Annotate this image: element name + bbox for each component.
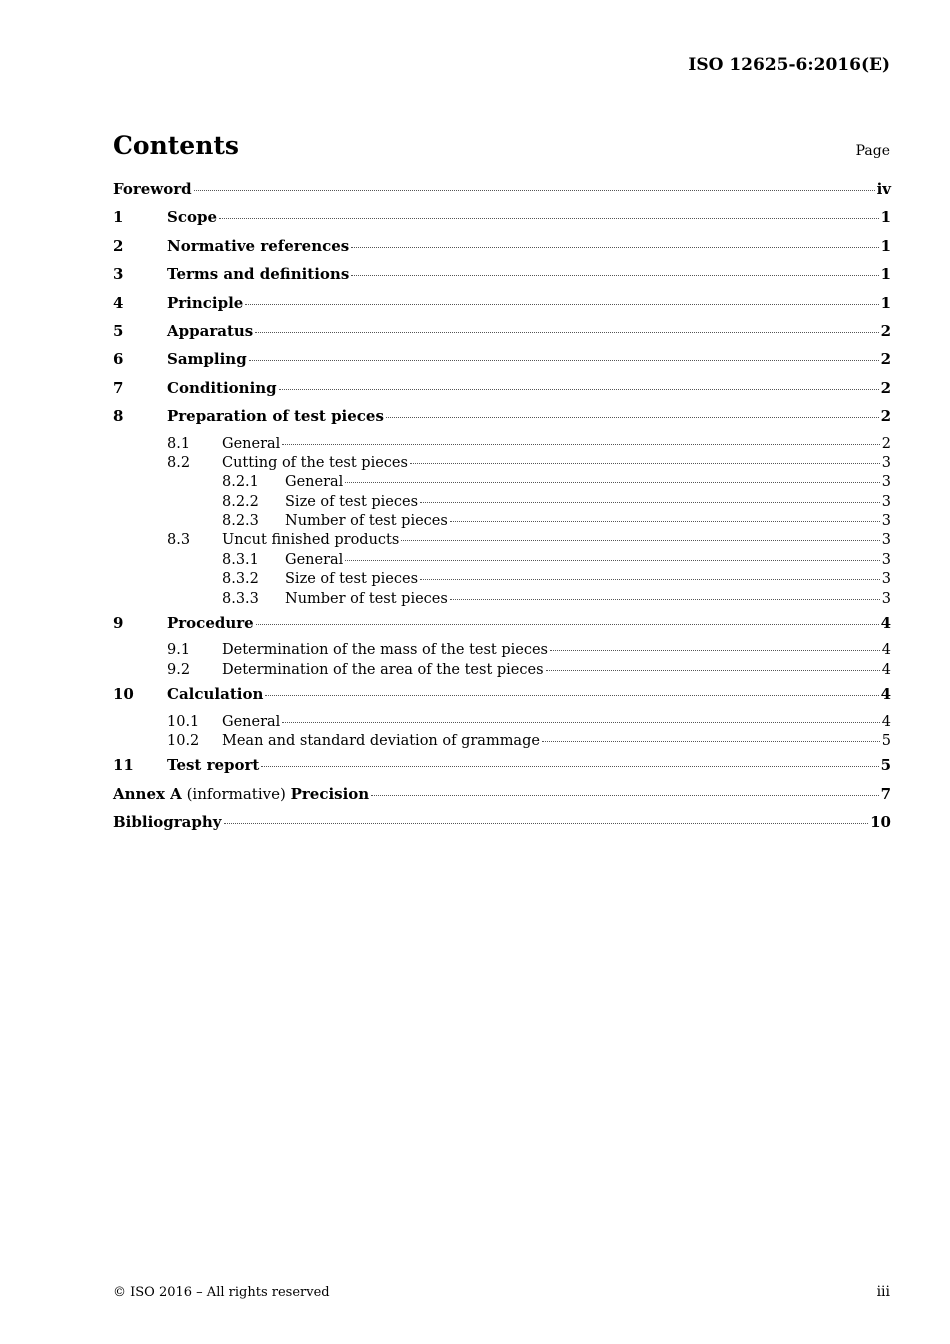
toc-entry-title: Sampling bbox=[167, 350, 247, 369]
toc-entry-number: 8 bbox=[113, 407, 124, 426]
toc-entry[interactable] bbox=[113, 685, 891, 713]
toc-entry-page: 2 bbox=[880, 321, 891, 340]
toc-entry-title bbox=[113, 785, 369, 803]
toc-entry-page: iv bbox=[876, 180, 891, 198]
dot-leader bbox=[410, 463, 880, 464]
toc-entry-number: 5 bbox=[113, 321, 124, 340]
toc-entry-title-part: Annex A bbox=[113, 784, 182, 803]
toc-entry[interactable] bbox=[113, 436, 891, 455]
dot-leader bbox=[282, 444, 879, 445]
toc-entry-page: 2 bbox=[880, 407, 891, 426]
toc-entry-number: 3 bbox=[113, 265, 124, 284]
toc-entry[interactable] bbox=[113, 733, 891, 752]
toc-entry-title-wrap bbox=[222, 662, 891, 678]
toc-entry-number: 8.3.2 bbox=[222, 571, 259, 588]
toc-entry-page: 4 bbox=[880, 685, 891, 704]
toc-entry-number: 11 bbox=[113, 756, 134, 775]
toc-entry-page: 2 bbox=[880, 350, 891, 369]
toc-entry-page: 1 bbox=[880, 265, 891, 284]
dot-leader bbox=[401, 540, 879, 541]
toc-entry[interactable] bbox=[113, 180, 891, 208]
toc-entry-title-wrap bbox=[113, 813, 891, 831]
contents-heading: Contents bbox=[113, 131, 240, 160]
toc-entry-page: 3 bbox=[881, 454, 891, 471]
toc-entry[interactable] bbox=[113, 379, 891, 407]
dot-leader bbox=[224, 823, 869, 824]
toc-entry[interactable] bbox=[113, 591, 891, 610]
toc-entry-number: 9 bbox=[113, 614, 124, 633]
toc-entry-title-wrap bbox=[167, 756, 891, 774]
toc-entry-title: General bbox=[285, 474, 344, 491]
toc-entry-title-wrap bbox=[222, 733, 891, 749]
toc-entry[interactable] bbox=[113, 407, 891, 435]
toc-entry-page: 2 bbox=[880, 378, 891, 397]
toc-entry-title-wrap bbox=[222, 455, 891, 471]
toc-entry[interactable] bbox=[113, 552, 891, 571]
toc-entry-number: 8.2 bbox=[167, 454, 191, 471]
toc-entry-title-wrap bbox=[285, 494, 891, 510]
toc-entry-title-wrap bbox=[167, 379, 891, 397]
toc-entry-page: 3 bbox=[881, 590, 891, 607]
toc-entry-title-wrap bbox=[113, 180, 891, 198]
toc-entry-title: Cutting of the test pieces bbox=[222, 454, 408, 471]
dot-leader bbox=[542, 741, 880, 742]
toc-entry-page: 3 bbox=[881, 493, 891, 510]
toc-entry[interactable] bbox=[113, 265, 891, 293]
toc-entry-title-wrap bbox=[167, 294, 891, 312]
toc-entry-title: Preparation of test pieces bbox=[167, 407, 384, 426]
toc-entry-title: General bbox=[222, 713, 281, 730]
toc-entry-title: Test report bbox=[167, 756, 260, 775]
dot-leader bbox=[345, 560, 879, 561]
dot-leader bbox=[420, 502, 880, 503]
toc-entry-title-wrap bbox=[113, 785, 891, 803]
toc-entry-number: 10 bbox=[113, 685, 134, 704]
toc-entry-title-wrap bbox=[167, 237, 891, 255]
toc-entry[interactable] bbox=[113, 474, 891, 493]
dot-leader bbox=[255, 332, 878, 333]
toc-entry-page: 3 bbox=[881, 551, 891, 568]
toc-entry-title: Mean and standard deviation of grammage bbox=[222, 732, 540, 749]
toc-entry-title-wrap bbox=[285, 571, 891, 587]
toc-entry-page: 4 bbox=[881, 713, 891, 730]
dot-leader bbox=[261, 766, 878, 767]
toc-entry-page: 5 bbox=[880, 756, 891, 775]
dot-leader bbox=[279, 389, 879, 390]
dot-leader bbox=[371, 795, 878, 796]
toc-entry-page: 7 bbox=[880, 784, 891, 803]
toc-entry-page: 3 bbox=[881, 532, 891, 549]
toc-entry-title: Conditioning bbox=[167, 378, 277, 397]
toc-entry-title-part: (informative) bbox=[181, 784, 291, 803]
toc-entry-page: 2 bbox=[881, 435, 891, 452]
toc-entry[interactable] bbox=[113, 756, 891, 784]
toc-entry-title: Determination of the mass of the test pieces bbox=[222, 642, 548, 659]
toc-entry-title-part: Precision bbox=[290, 784, 370, 803]
dot-leader bbox=[351, 275, 878, 276]
toc-entry-page: 10 bbox=[870, 813, 891, 832]
toc-entry-title: Size of test pieces bbox=[285, 571, 419, 588]
dot-leader bbox=[256, 624, 879, 625]
toc-entry-number: 7 bbox=[113, 378, 124, 397]
page-column-label: Page bbox=[855, 143, 890, 159]
toc-entry-title-wrap bbox=[285, 591, 891, 607]
toc-entry-number: 10.1 bbox=[167, 713, 200, 730]
toc-entry-page: 1 bbox=[880, 208, 891, 227]
dot-leader bbox=[450, 521, 880, 522]
toc-entry[interactable] bbox=[113, 237, 891, 265]
toc-entry[interactable] bbox=[113, 532, 891, 551]
toc-entry-page: 1 bbox=[880, 236, 891, 255]
toc-entry-number: 1 bbox=[113, 208, 124, 227]
toc-entry-number: 8.2.1 bbox=[222, 474, 259, 491]
toc-entry-page: 4 bbox=[881, 642, 891, 659]
dot-leader bbox=[245, 304, 878, 305]
toc-entry[interactable] bbox=[113, 571, 891, 590]
dot-leader bbox=[265, 695, 878, 696]
toc-entry-page: 3 bbox=[881, 474, 891, 491]
dot-leader bbox=[351, 247, 878, 248]
document-identifier: ISO 12625-6:2016(E) bbox=[688, 55, 890, 75]
toc-entry-title: Principle bbox=[167, 293, 244, 312]
toc-entry-title-wrap bbox=[285, 552, 891, 568]
toc-entry[interactable] bbox=[113, 513, 891, 532]
toc-entry-title: General bbox=[222, 435, 281, 452]
toc-entry[interactable] bbox=[113, 350, 891, 378]
toc-entry-title: Normative references bbox=[167, 236, 350, 255]
page-number: iii bbox=[876, 1284, 890, 1300]
toc-entry-title: Scope bbox=[167, 208, 218, 227]
toc-entry[interactable] bbox=[113, 208, 891, 236]
toc-entry-title: Procedure bbox=[167, 614, 254, 633]
toc-entry-title: Terms and definitions bbox=[167, 265, 350, 284]
toc-entry[interactable] bbox=[113, 813, 891, 841]
toc-entry-number: 10.2 bbox=[167, 732, 200, 749]
toc-entry-title-wrap bbox=[167, 685, 891, 703]
toc-entry-title: Apparatus bbox=[167, 321, 254, 340]
dot-leader bbox=[194, 190, 875, 191]
toc-entry-title-wrap bbox=[222, 532, 891, 548]
dot-leader bbox=[386, 417, 879, 418]
dot-leader bbox=[219, 218, 879, 219]
toc-entry-page: 1 bbox=[880, 293, 891, 312]
toc-entry-title-wrap bbox=[222, 714, 891, 730]
dot-leader bbox=[450, 599, 880, 600]
toc-entry-title-wrap bbox=[167, 322, 891, 340]
toc-entry[interactable] bbox=[113, 322, 891, 350]
toc-entry-page: 3 bbox=[881, 571, 891, 588]
toc-entry[interactable] bbox=[113, 494, 891, 513]
table-of-contents bbox=[113, 180, 891, 842]
toc-entry-page: 5 bbox=[881, 732, 891, 749]
toc-entry-title: Size of test pieces bbox=[285, 493, 419, 510]
dot-leader bbox=[550, 650, 880, 651]
toc-entry-number: 2 bbox=[113, 236, 124, 255]
toc-entry-title-wrap bbox=[222, 642, 891, 658]
copyright-notice: © ISO 2016 – All rights reserved bbox=[113, 1285, 330, 1300]
toc-entry-number: 9.1 bbox=[167, 642, 191, 659]
toc-entry-number: 8.3.3 bbox=[222, 590, 259, 607]
toc-entry-number: 8.3 bbox=[167, 532, 191, 549]
toc-entry-title-wrap bbox=[222, 436, 891, 452]
toc-entry-title-wrap bbox=[167, 208, 891, 226]
toc-entry-number: 8.2.2 bbox=[222, 493, 259, 510]
dot-leader bbox=[249, 360, 879, 361]
dot-leader bbox=[282, 722, 879, 723]
toc-entry-number: 6 bbox=[113, 350, 124, 369]
toc-entry-title-wrap bbox=[167, 614, 891, 632]
toc-entry-title: Bibliography bbox=[113, 813, 222, 832]
toc-entry-page: 4 bbox=[880, 614, 891, 633]
toc-entry-title-wrap bbox=[167, 265, 891, 283]
toc-entry[interactable] bbox=[113, 455, 891, 474]
dot-leader bbox=[420, 579, 880, 580]
toc-entry[interactable] bbox=[113, 614, 891, 642]
toc-entry-title: Determination of the area of the test pieces bbox=[222, 661, 544, 678]
toc-entry-page: 3 bbox=[881, 513, 891, 530]
toc-entry-title-wrap bbox=[167, 407, 891, 425]
toc-entry-number: 8.1 bbox=[167, 435, 191, 452]
toc-entry-title: Number of test pieces bbox=[285, 513, 448, 530]
toc-entry-title: Number of test pieces bbox=[285, 590, 448, 607]
dot-leader bbox=[345, 482, 879, 483]
toc-entry[interactable] bbox=[113, 642, 891, 661]
toc-entry-number: 8.3.1 bbox=[222, 551, 259, 568]
dot-leader bbox=[546, 670, 880, 671]
toc-entry-title: Foreword bbox=[113, 180, 192, 198]
toc-entry-title-wrap bbox=[285, 513, 891, 529]
toc-entry-number: 8.2.3 bbox=[222, 513, 259, 530]
toc-entry[interactable] bbox=[113, 294, 891, 322]
toc-entry-title-wrap bbox=[285, 474, 891, 490]
toc-entry-title: Uncut finished products bbox=[222, 532, 400, 549]
toc-entry-title-wrap bbox=[167, 350, 891, 368]
toc-entry-title: Calculation bbox=[167, 685, 264, 704]
toc-entry-number: 9.2 bbox=[167, 661, 191, 678]
toc-entry[interactable] bbox=[113, 785, 891, 813]
toc-entry-number: 4 bbox=[113, 293, 124, 312]
toc-entry[interactable] bbox=[113, 714, 891, 733]
toc-entry[interactable] bbox=[113, 662, 891, 681]
toc-entry-title: General bbox=[285, 551, 344, 568]
toc-entry-page: 4 bbox=[881, 661, 891, 678]
